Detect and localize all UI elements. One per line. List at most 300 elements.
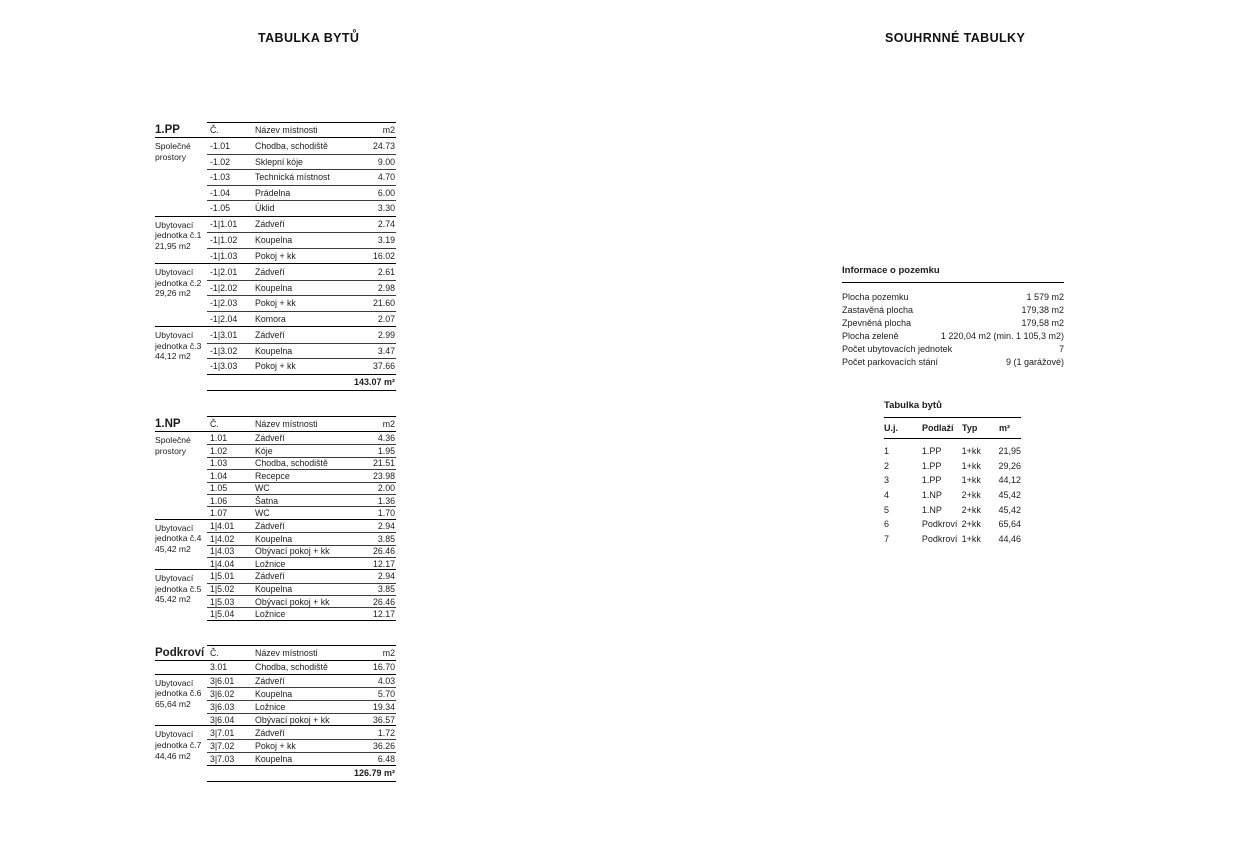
room-number: -1|1.01 [210,219,238,230]
page-title-souhrnne-tabulky: SOUHRNNÉ TABULKY [885,31,1026,45]
land-info-value: 179,58 m2 [1021,317,1064,328]
column-header-number: Č. [210,419,219,429]
room-name: Chodba, schodiště [255,458,328,469]
apartment-type: 2+kk [961,504,981,515]
group-label-line: Ubytovací [155,267,194,277]
table-row [207,343,396,359]
apartment-area: 29,26 [998,460,1021,471]
apartment-unit-number: 2 [884,460,890,471]
land-info-value: 7 [1058,343,1064,354]
room-group [155,326,396,374]
apartment-area: 65,64 [998,519,1021,530]
table-header [155,645,396,661]
room-area: 4.70 [377,172,395,183]
room-number: 1|4.03 [210,546,235,557]
room-area: 23.98 [372,470,395,481]
room-name: Koupelna [255,282,293,293]
apartment-unit-number: 3 [884,475,890,486]
apartment-floor: Podkroví [921,519,958,530]
room-number: -1.01 [210,140,231,151]
table-body [155,432,396,620]
room-group [155,216,396,264]
table-row [207,752,396,765]
apartment-type: 1+kk [961,446,981,457]
room-number: 1.05 [210,483,228,494]
group-rows [207,432,396,519]
room-group [155,569,396,620]
land-info-row [842,355,1064,368]
room-name: Zádveří [255,520,285,531]
group-label-line: Ubytovací [155,219,194,230]
room-name: Koupelna [255,235,293,246]
column-header-number: Č. [210,648,219,658]
room-number: 1.03 [210,458,228,469]
room-number: -1|1.02 [210,235,238,246]
table-row [207,545,396,557]
room-area: 2.94 [377,520,395,531]
table-row [207,138,396,154]
room-name: Zádveří [255,266,285,277]
table-row [207,185,396,201]
group-label [155,327,207,374]
table-row [207,506,396,518]
room-number: 1.02 [210,446,228,457]
room-area: 24.73 [372,140,395,151]
room-number: -1.03 [210,172,231,183]
table-row [207,248,396,264]
room-group [155,263,396,326]
table-row [207,726,396,739]
room-name: Ložnice [255,701,286,712]
column-header-type: Typ [962,423,978,433]
group-label-line: jednotka č.7 [155,740,202,751]
room-name: Chodba, schodiště [255,662,328,673]
column-header-name: Název místnosti [255,648,318,658]
apartment-area: 44,46 [998,533,1021,544]
room-number: 1|4.02 [210,533,235,544]
land-info-value: 1 220,04 m2 (min. 1 105,3 m2) [940,330,1064,341]
room-name: Kóje [255,446,273,457]
apartment-floor: 1.PP [921,460,942,471]
room-name: Zádveří [255,329,285,340]
room-number: -1|1.03 [210,250,238,261]
group-label [155,432,207,519]
room-area: 1.95 [377,446,395,457]
apartment-row [884,459,1021,474]
table-row [207,700,396,713]
land-info-row [842,329,1064,342]
column-headers [207,416,396,431]
column-header-floor: Podlaží [922,423,954,433]
table-body [155,661,396,765]
room-name: Zádveří [255,219,285,230]
room-name: Komora [255,313,286,324]
room-name: Pokoj + kk [255,298,296,309]
group-label-line: Společné [155,141,191,151]
group-label-line: Ubytovací [155,330,194,340]
room-area: 21.60 [372,298,395,309]
land-info-label: Plocha zeleně [842,330,899,341]
page-title-tabulka-bytu: TABULKA BYTŮ [258,31,360,45]
room-number: -1.04 [210,187,231,198]
table-row [207,200,396,216]
room-name: Ložnice [255,609,286,620]
apartment-floor: 1.PP [921,446,942,457]
group-label [155,217,207,264]
room-number: 1.04 [210,470,228,481]
room-area: 16.02 [372,250,395,261]
room-area: 9.00 [377,156,395,167]
apartment-floor: 1.NP [921,490,942,501]
group-label-line: jednotka č.6 [155,688,202,699]
room-area: 3.47 [377,345,395,356]
room-name: Koupelna [255,584,293,595]
table-total: 143.07 m² [207,374,396,391]
room-number: -1.02 [210,156,231,167]
apartment-floor: 1.NP [921,504,942,515]
room-area: 16.70 [372,662,395,673]
room-area: 21.51 [372,458,395,469]
group-label-line: 45,42 m2 [155,594,191,605]
table-row [207,557,396,569]
room-number: 1.07 [210,508,228,519]
room-number: 1|5.01 [210,571,235,582]
apartment-area: 45,42 [998,504,1021,515]
table-row [207,295,396,311]
table-row [207,570,396,582]
room-group [155,661,396,674]
room-area: 5.70 [377,689,395,700]
table-row [207,264,396,280]
room-area: 1.36 [377,495,395,506]
room-area: 26.46 [372,546,395,557]
room-area: 37.66 [372,361,395,372]
room-area: 2.00 [377,483,395,494]
room-number: 3|7.01 [210,727,235,738]
group-label-line: jednotka č.3 [155,340,202,351]
table-row [207,327,396,343]
room-area: 19.34 [372,701,395,712]
room-number: 3|6.04 [210,714,235,725]
table-row [207,457,396,469]
table-row [207,482,396,494]
group-label-line: Ubytovací [155,573,194,584]
room-number: -1|3.03 [210,361,238,372]
table-row [207,169,396,185]
group-rows [207,726,396,764]
table-row [207,520,396,532]
group-label [155,661,207,674]
table-total: 126.79 m² [207,765,396,782]
room-name: Koupelna [255,753,293,764]
group-label [155,520,207,570]
room-area: 12.17 [372,609,395,620]
room-number: 3|6.02 [210,689,235,700]
room-area: 2.74 [377,219,395,230]
table-row [207,444,396,456]
room-area: 2.94 [377,571,395,582]
group-rows [207,675,396,726]
apartment-area: 21,95 [998,446,1021,457]
room-area: 2.07 [377,313,395,324]
room-group [155,519,396,570]
room-name: Prádelna [255,187,291,198]
apartments-summary-table [884,400,1021,546]
group-label-line: Společné [155,435,191,445]
room-number: 1|4.04 [210,558,235,569]
table-row [207,232,396,248]
table-row [207,713,396,726]
apartment-type: 1+kk [961,533,981,544]
group-rows [207,570,396,620]
table-row [207,687,396,700]
room-number: -1.05 [210,203,231,214]
room-name: Obývací pokoj + kk [255,714,330,725]
group-label-line: Ubytovací [155,522,194,533]
room-name: Zádveří [255,433,285,444]
table-row [207,607,396,619]
room-name: Zádveří [255,571,285,582]
room-table-podkrovi [155,645,396,782]
room-area: 4.03 [377,676,395,687]
group-rows [207,217,396,264]
land-info-row [842,290,1064,303]
group-label [155,264,207,326]
group-label-line: jednotka č.4 [155,533,202,544]
room-area: 4.36 [377,433,395,444]
room-number: 3|6.01 [210,676,235,687]
room-number: 1.06 [210,495,228,506]
land-info-value: 9 (1 garážové) [1005,356,1064,367]
apartment-unit-number: 6 [884,519,890,530]
column-headers [207,645,396,660]
apartment-type: 1+kk [961,460,981,471]
room-name: Koupelna [255,345,293,356]
apartment-area: 45,42 [998,490,1021,501]
table-row [207,739,396,752]
group-label-line: Ubytovací [155,729,194,740]
group-label-line: prostory [155,151,187,162]
column-header-name: Název místnosti [255,419,318,429]
apartments-column-headers [884,418,1021,439]
table-row [207,469,396,481]
land-info-value: 179,38 m2 [1021,304,1064,315]
apartment-unit-number: 5 [884,504,890,515]
land-info-label: Plocha pozemku [842,291,909,302]
table-header [155,122,396,138]
room-number: -1|2.03 [210,298,238,309]
land-info-row [842,316,1064,329]
apartment-type: 2+kk [961,519,981,530]
room-group [155,674,396,726]
group-label [155,675,207,726]
apartment-area: 44,12 [998,475,1021,486]
group-label-line: 65,64 m2 [155,698,191,709]
column-header-area: m2 [382,125,395,135]
room-area: 3.19 [377,235,395,246]
land-info-title: Informace o pozemku [842,265,1064,283]
apartment-unit-number: 1 [884,446,890,457]
land-info-rows [842,290,1064,368]
table-end-line [207,620,396,621]
apartment-row [884,502,1021,517]
room-number: 1|5.02 [210,584,235,595]
room-area: 6.48 [377,753,395,764]
room-name: Zádveří [255,727,285,738]
floor-label: 1.PP [155,124,180,136]
room-area: 36.26 [372,740,395,751]
room-name: Šatna [255,495,278,506]
table-row [207,494,396,506]
apartment-unit-number: 7 [884,533,890,544]
apartment-floor: 1.PP [921,475,942,486]
group-label-line: Ubytovací [155,677,194,688]
room-area: 36.57 [372,714,395,725]
group-rows [207,138,396,216]
room-name: Technická místnost [255,172,330,183]
table-row [207,432,396,444]
apartment-row [884,488,1021,503]
floor-label: Podkroví [155,647,205,659]
land-info-label: Zastavěná plocha [842,304,914,315]
room-number: 1.01 [210,433,228,444]
room-number: 1|5.04 [210,609,235,620]
room-area: 2.99 [377,329,395,340]
room-number: -1|2.01 [210,266,238,277]
room-area: 3.85 [377,584,395,595]
room-area: 12.17 [372,558,395,569]
room-name: Pokoj + kk [255,361,296,372]
room-number: 1|4.01 [210,520,235,531]
table-row [207,217,396,233]
table-row [207,583,396,595]
table-row [207,280,396,296]
column-header-name: Název místnosti [255,125,318,135]
table-body [155,138,396,374]
room-table-1np [155,416,396,621]
column-header-area: m2 [382,648,395,658]
land-info-label: Počet ubytovacích jednotek [842,343,953,354]
room-area: 1.70 [377,508,395,519]
apartment-row [884,444,1021,459]
apartment-row [884,532,1021,547]
group-label [155,138,207,216]
table-row [207,661,396,674]
group-label [155,726,207,764]
room-group [155,138,396,216]
room-number: -1|3.01 [210,329,238,340]
group-label-line: jednotka č.5 [155,583,202,594]
room-number: -1|2.02 [210,282,238,293]
room-name: Pokoj + kk [255,250,296,261]
room-name: Úklid [255,203,275,214]
apartments-table-body [884,444,1021,546]
column-header-area: m² [999,423,1010,433]
room-name: WC [255,508,270,519]
apartments-table-title: Tabulka bytů [884,400,1021,418]
land-info-value: 1 579 m2 [1026,291,1064,302]
table-row [207,311,396,327]
group-label-line: 44,46 m2 [155,750,191,761]
room-name: Pokoj + kk [255,740,296,751]
room-name: Obývací pokoj + kk [255,546,330,557]
room-number: 3|7.03 [210,753,235,764]
room-name: Koupelna [255,533,293,544]
group-label-line: 44,12 m2 [155,351,191,362]
table-row [207,358,396,374]
group-label-line: 21,95 m2 [155,240,191,251]
room-area: 2.61 [377,266,395,277]
room-number: -1|3.02 [210,345,238,356]
column-headers [207,122,396,137]
room-number: 3.01 [210,662,228,673]
room-number: -1|2.04 [210,313,238,324]
room-name: Obývací pokoj + kk [255,596,330,607]
room-number: 1|5.03 [210,596,235,607]
floor-label: 1.NP [155,418,181,430]
group-rows [207,520,396,570]
room-name: Ložnice [255,558,286,569]
group-label-line: jednotka č.2 [155,277,202,288]
apartment-unit-number: 4 [884,490,890,501]
table-header [155,416,396,432]
table-row [207,595,396,607]
column-header-number: Č. [210,125,219,135]
apartment-floor: Podkroví [921,533,958,544]
table-row [207,532,396,544]
land-info-label: Počet parkovacích stání [842,356,939,367]
table-row [207,675,396,688]
room-area: 3.85 [377,533,395,544]
room-area: 6.00 [377,187,395,198]
room-name: Chodba, schodiště [255,140,328,151]
land-info-row [842,303,1064,316]
apartment-row [884,517,1021,532]
room-name: Zádveří [255,676,285,687]
group-label [155,570,207,620]
apartment-type: 2+kk [961,490,981,501]
room-name: Recepce [255,470,290,481]
apartment-row [884,473,1021,488]
land-info-section [842,265,1064,368]
room-area: 26.46 [372,596,395,607]
room-number: 3|6.03 [210,701,235,712]
room-area: 2.98 [377,282,395,293]
table-row [207,154,396,170]
group-label-line: 45,42 m2 [155,543,191,554]
room-name: Koupelna [255,689,293,700]
land-info-label: Zpevněná plocha [842,317,912,328]
column-header-area: m2 [382,419,395,429]
apartment-type: 1+kk [961,475,981,486]
room-group [155,725,396,764]
room-group [155,432,396,519]
room-name: WC [255,483,270,494]
room-table-1pp [155,122,396,391]
room-area: 1.72 [377,727,395,738]
column-header-unit: U.j. [884,423,899,433]
room-name: Sklepní kóje [255,156,303,167]
room-number: 3|7.02 [210,740,235,751]
group-rows [207,661,396,674]
land-info-row [842,342,1064,355]
group-label-line: jednotka č.1 [155,230,202,241]
group-rows [207,264,396,326]
group-rows [207,327,396,374]
group-label-line: 29,26 m2 [155,288,191,299]
group-label-line: prostory [155,445,187,456]
room-area: 3.30 [377,203,395,214]
